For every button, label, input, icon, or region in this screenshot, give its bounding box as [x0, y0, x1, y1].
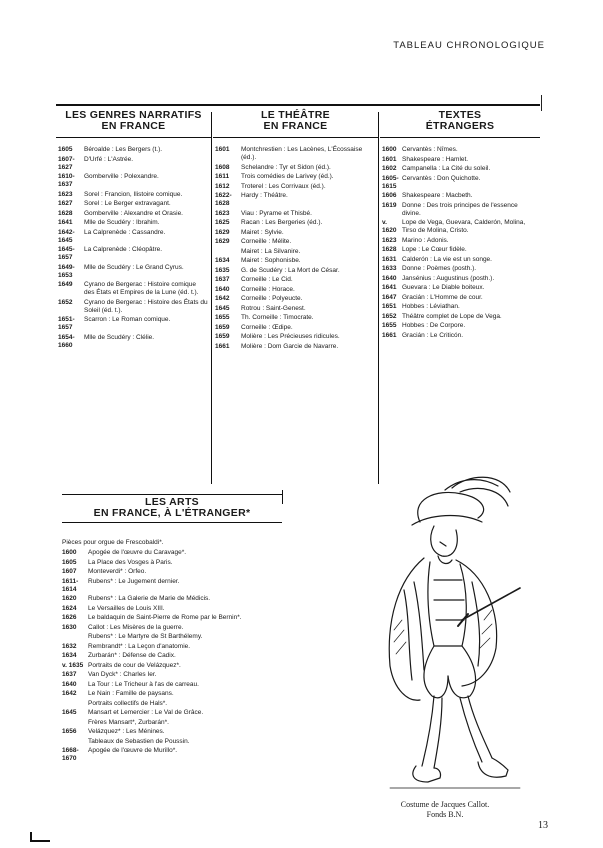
list-item [62, 624, 294, 632]
list-item [62, 614, 294, 622]
entry-year: 1634 [62, 652, 77, 659]
entry-year: 1608 [215, 163, 230, 171]
entry-year: 1649- 1653 [58, 263, 75, 279]
entry-text: Shakespeare : Hamlet. [402, 155, 469, 163]
arts-title-rule [62, 522, 282, 523]
list-item [215, 333, 375, 341]
list-item [58, 229, 208, 245]
entry-year: 1607 [62, 568, 77, 575]
entry-text: Mairet : Sophonisbe. [241, 257, 301, 264]
entry-text: Lope : Le Cœur fidèle. [402, 246, 467, 253]
entry-text: Apogée de l'œuvre du Caravage*. [88, 549, 187, 556]
list-item [382, 294, 538, 302]
list-item [382, 332, 538, 340]
callot-costume-engraving [350, 470, 540, 800]
entry-text: Sorel : Francion, Ilistoire comique. [84, 190, 183, 198]
entry-text: Rembrandt* : La Leçon d'anatomie. [88, 642, 191, 650]
list-item [62, 559, 294, 567]
list-item [215, 314, 375, 322]
entry-year: 1602 [382, 165, 397, 172]
column-title-rule [380, 137, 540, 138]
entry-year: 1623 [382, 236, 397, 244]
entry-text: Mlle de Scudéry : Ibrahim. [84, 219, 160, 226]
list-item [58, 316, 208, 332]
list-item [62, 549, 294, 557]
entry-year: 1647 [382, 293, 397, 301]
list-item [62, 681, 294, 689]
entry-year: 1661 [215, 342, 230, 350]
list-item [62, 738, 294, 746]
arts-top-rule [62, 494, 282, 495]
list-item [58, 334, 208, 350]
entry-year [62, 700, 88, 708]
column-separator [211, 112, 212, 484]
entry-year: 1637 [62, 671, 77, 678]
entry-text: La Calprenède : Cassandre. [84, 228, 166, 236]
arts-title: LES ARTS EN FRANCE, À L'ÉTRANGER* [93, 496, 251, 519]
list-item [62, 568, 294, 576]
entry-year [215, 248, 241, 256]
list-item [382, 219, 538, 235]
list-item [382, 303, 538, 311]
entry-text: Rubens* : La Galerie de Marie de Médicis. [88, 595, 211, 602]
entry-year: 1625 [215, 219, 230, 226]
entry-text: Scarron : Le Roman comique. [84, 316, 171, 323]
column-title-theatre: LE THÉÂTRE EN FRANCE [261, 109, 330, 132]
entry-text: Le Nain : Famille de paysans. [88, 690, 174, 697]
entry-text: Rubens* : Le Jugement dernier. [88, 577, 180, 585]
entry-text: Th. Corneille : Timocrate. [241, 314, 314, 321]
entry-text: Callot : Les Misères de la guerre. [88, 623, 184, 631]
list-item [382, 202, 538, 218]
entry-year: 1611 [215, 173, 230, 180]
entry-text: Mairet : La Silvanire. [241, 247, 301, 255]
entry-text: D'Urfé : L'Astrée. [84, 155, 134, 163]
entry-text: Béroalde : Les Bergers (t.). [84, 146, 163, 153]
list-item [382, 265, 538, 273]
column-title-rule [213, 137, 378, 138]
entry-text: Montchrestien : Les Lacènes, L'Écossaise (éd.). [241, 146, 363, 161]
entry-text: Racan : Les Bergeries (éd.). [241, 219, 323, 226]
list-item [215, 324, 375, 332]
entry-year: 1628 [58, 209, 73, 217]
entry-year: 1642- 1645 [58, 228, 75, 244]
list-item [382, 156, 538, 164]
entry-year: 1652 [382, 312, 397, 320]
list-item [58, 299, 208, 315]
entry-text: Donne : Poèmes (posth.). [402, 265, 477, 272]
binding-mark [30, 832, 50, 842]
column-separator [378, 112, 379, 484]
entry-year: 1655 [215, 314, 230, 321]
entry-year: 1623 [215, 209, 230, 217]
entry-text: Campanella : La Cité du soleil. [402, 165, 491, 172]
list-item [62, 690, 294, 698]
arts-intro: Pièces pour orgue de Frescobaldi*. [62, 539, 164, 546]
list-item [215, 305, 375, 313]
entry-year: 1640 [62, 680, 77, 688]
entry-text: Rotrou : Saint-Genest. [241, 304, 306, 312]
margin-tick [541, 95, 542, 111]
list-item [62, 652, 294, 660]
entry-text: Corneille : Horace. [241, 285, 295, 293]
entry-text: Corneille : Le Cid. [241, 276, 293, 283]
entry-year: 1620 [62, 595, 77, 602]
entry-year: 1630 [62, 623, 77, 631]
entry-text: Corneille : Mélite. [241, 238, 292, 245]
entry-year: 1634 [215, 257, 230, 264]
entry-text: Lope de Vega, Guevara, Calderón, Molina, Tirso de Molina, Cristo. [402, 219, 526, 234]
entry-year: 1656 [62, 728, 77, 735]
entry-text: Cyrano de Bergerac : Histoire des États du Soleil (éd. t.). [84, 298, 208, 314]
entry-year: 1612 [215, 182, 230, 190]
running-head: TABLEAU CHRONOLOGIQUE [393, 40, 545, 51]
entry-text: Van Dyck* : Charles Ier. [88, 671, 157, 678]
entry-year: 1641 [382, 284, 397, 291]
entry-year: 1635 [215, 266, 230, 274]
callot-costume-figure [350, 470, 540, 800]
list-item [62, 662, 294, 670]
list-item [58, 219, 208, 227]
entry-text: Zurbarán* : Défense de Cadix. [88, 652, 176, 659]
entry-year: 1655 [382, 322, 397, 329]
entry-year: 1642 [215, 295, 230, 302]
list-item [215, 257, 375, 265]
entry-text: Gracián : L'Homme de cour. [402, 293, 483, 301]
list-item [62, 728, 294, 736]
entry-year: 1626 [62, 614, 77, 621]
entry-year: 1661 [382, 331, 397, 339]
list-item [215, 267, 375, 275]
column-title-narratifs: LES GENRES NARRATIFS EN FRANCE [65, 109, 202, 132]
list-item [215, 219, 375, 227]
list-item [215, 238, 375, 246]
entry-text: Jansénius : Augustinus (posth.). [402, 274, 495, 282]
entry-text: Portraits de cour de Velázquez*. [88, 661, 181, 669]
entry-text: Marino : Adonis. [402, 236, 449, 244]
entry-text: Corneille : Œdipe. [241, 323, 293, 331]
list-item [215, 295, 375, 303]
list-item [215, 192, 375, 208]
list-item [58, 191, 208, 199]
entry-text: Gomberville : Alexandre et Orasie. [84, 209, 183, 217]
entry-text: Le baldaquin de Saint-Pierre de Rome par le Bernin*. [88, 614, 242, 621]
entry-text: La Tour : Le Tricheur à l'as de carreau. [88, 680, 199, 688]
entry-year: 1623 [58, 190, 73, 198]
entry-year [62, 633, 88, 641]
entry-text: Mansart et Lemercier : Le Val de Grâce. [88, 709, 204, 716]
entry-year: 1601 [215, 146, 230, 153]
entry-year: 1628 [382, 246, 397, 253]
list-item [62, 671, 294, 679]
entry-year: 1641 [58, 219, 73, 226]
list-item [62, 633, 294, 641]
entry-year [62, 738, 88, 746]
list-item [382, 313, 538, 321]
entry-text: Mlle de Scudéry : Clélie. [84, 333, 155, 341]
list-item [62, 747, 294, 763]
theatre-entries [215, 146, 375, 352]
entry-year: v. 1635 [62, 661, 84, 669]
entry-year: 1651 [382, 303, 397, 310]
list-item [215, 210, 375, 218]
entry-year: 1601 [382, 155, 397, 163]
list-item [215, 286, 375, 294]
list-item [382, 165, 538, 173]
entry-year: 1619 [382, 201, 397, 209]
entry-year: 1640 [215, 285, 230, 293]
entry-text: Cervantès : Nîmes. [402, 146, 458, 153]
entry-text: Le Versailles de Louis XIII. [88, 604, 165, 612]
list-item [215, 229, 375, 237]
list-item [62, 709, 294, 717]
entry-year: 1605 [58, 146, 73, 153]
list-item [58, 281, 208, 297]
entry-text: Hardy : Théâtre. [241, 192, 288, 199]
list-item [62, 605, 294, 613]
entry-year: 1659 [215, 323, 230, 331]
entry-year: 1645 [62, 709, 77, 716]
list-item [62, 595, 294, 603]
entry-year: 1637 [215, 276, 230, 283]
entry-text: Shakespeare : Macbeth. [402, 192, 473, 199]
narratifs-entries [58, 146, 208, 351]
entry-text: Troterel : Les Corrivaux (éd.). [241, 182, 326, 190]
entry-year: 1600 [382, 146, 397, 153]
list-item [62, 578, 294, 594]
entry-year: 1631 [382, 255, 397, 263]
list-item [62, 719, 294, 727]
textes-entries [382, 146, 538, 341]
entry-text: Mlle de Scudéry : Le Grand Cyrus. [84, 263, 184, 271]
list-item [382, 237, 538, 245]
list-item [382, 175, 538, 191]
entry-year: 1642 [62, 690, 77, 697]
list-item [58, 246, 208, 262]
entry-text: Apogée de l'œuvre de Murillo*. [88, 747, 178, 754]
entry-year: 1607- 1627 [58, 155, 75, 171]
list-item [58, 173, 208, 189]
entry-year: 1622- 1628 [215, 192, 232, 207]
entry-year: 1633 [382, 265, 397, 272]
entry-text: Rubens* : Le Martyre de St Barthélemy. [88, 633, 203, 640]
entry-text: Gomberville : Polexandre. [84, 173, 159, 180]
entry-text: Calderón : La vie est un songe. [402, 255, 492, 263]
entry-year: 1649 [58, 281, 73, 288]
entry-year: 1632 [62, 642, 77, 650]
entry-year: 1645 [215, 304, 230, 312]
arts-side-tick [282, 490, 283, 504]
entry-text: Théâtre complet de Lope de Vega. [402, 312, 502, 320]
entry-year: 1654- 1660 [58, 333, 75, 349]
list-item [382, 192, 538, 200]
entry-text: Hobbes : Léviathan. [402, 303, 460, 310]
list-item [215, 183, 375, 191]
list-item [58, 146, 208, 154]
list-item [215, 276, 375, 284]
entry-year: 1629 [215, 228, 230, 236]
list-item [58, 264, 208, 280]
list-item [382, 275, 538, 283]
entry-text: Hobbes : De Corpore. [402, 322, 466, 329]
entry-year: 1652 [58, 298, 73, 306]
entry-text: Molière : Dom Garcie de Navarre. [241, 342, 339, 350]
list-item [215, 146, 375, 162]
entry-year: 1651- 1657 [58, 316, 75, 331]
list-item [62, 643, 294, 651]
entry-text: Gracián : Le Criticón. [402, 331, 464, 339]
entry-text: Guevara : Le Diable boiteux. [402, 284, 485, 291]
entry-year: 1627 [58, 200, 73, 207]
list-item [382, 256, 538, 264]
entry-year [62, 719, 88, 727]
entry-text: G. de Scudéry : La Mort de César. [241, 266, 340, 274]
list-item [215, 173, 375, 181]
entry-text: Portraits collectifs de Hals*. [88, 699, 168, 707]
entry-year: 1610- 1637 [58, 173, 75, 188]
table-top-rule [56, 104, 540, 106]
list-item [58, 200, 208, 208]
list-item [58, 156, 208, 172]
entry-year: 1645- 1657 [58, 246, 75, 261]
entry-text: Frères Mansart*, Zurbarán*. [88, 718, 169, 726]
entry-year: 1624 [62, 604, 77, 612]
list-item [382, 284, 538, 292]
entry-text: Cyrano de Bergerac : Histoire comique des États et Empires de la Lune (éd. t.). [84, 281, 199, 296]
entry-year: 1611- 1614 [62, 577, 79, 593]
list-item [58, 210, 208, 218]
arts-entries [62, 549, 294, 765]
entry-year: 1606 [382, 192, 397, 199]
figure-caption: Costume de Jacques Callot. Fonds B.N. [400, 800, 490, 819]
entry-text: Trois comédies de Larivey (éd.). [241, 173, 334, 180]
entry-text: Molière : Les Précieuses ridicules. [241, 333, 340, 340]
list-item [62, 700, 294, 708]
entry-text: Donne : Des trois principes de l'essence divine. [402, 201, 518, 217]
entry-text: Mairet : Sylvie. [241, 228, 284, 236]
entry-year: 1605- 1615 [382, 174, 399, 190]
entry-text: Sorel : Le Berger extravagant. [84, 200, 171, 207]
list-item [215, 164, 375, 172]
column-title-textes: TEXTES ÉTRANGERS [425, 109, 495, 132]
entry-year: 1629 [215, 238, 230, 245]
column-title-rule [56, 137, 211, 138]
entry-text: Tableaux de Sebastien de Poussin. [88, 737, 190, 745]
entry-text: La Calprenède : Cléopâtre. [84, 246, 163, 253]
entry-year: 1668- 1670 [62, 747, 79, 762]
entry-year: v. 1620 [382, 219, 397, 234]
entry-text: Velázquez* : Les Ménines. [88, 728, 165, 735]
entry-text: La Place des Vosges à Paris. [88, 558, 173, 566]
entry-text: Corneille : Polyeucte. [241, 295, 303, 302]
list-item [382, 146, 538, 154]
list-item [382, 246, 538, 254]
list-item [215, 343, 375, 351]
entry-text: Cervantès : Don Quichotte. [402, 174, 481, 182]
list-item [382, 322, 538, 330]
entry-year: 1640 [382, 274, 397, 282]
entry-text: Schelandre : Tyr et Sidon (éd.). [241, 163, 331, 171]
entry-year: 1600 [62, 549, 77, 556]
page-number: 13 [538, 820, 548, 831]
entry-text: Monteverdi* : Orfeo. [88, 568, 147, 575]
entry-year: 1659 [215, 333, 230, 340]
list-item [215, 248, 375, 256]
entry-text: Viau : Pyrame et Thisbé. [241, 209, 312, 217]
entry-year: 1605 [62, 558, 77, 566]
